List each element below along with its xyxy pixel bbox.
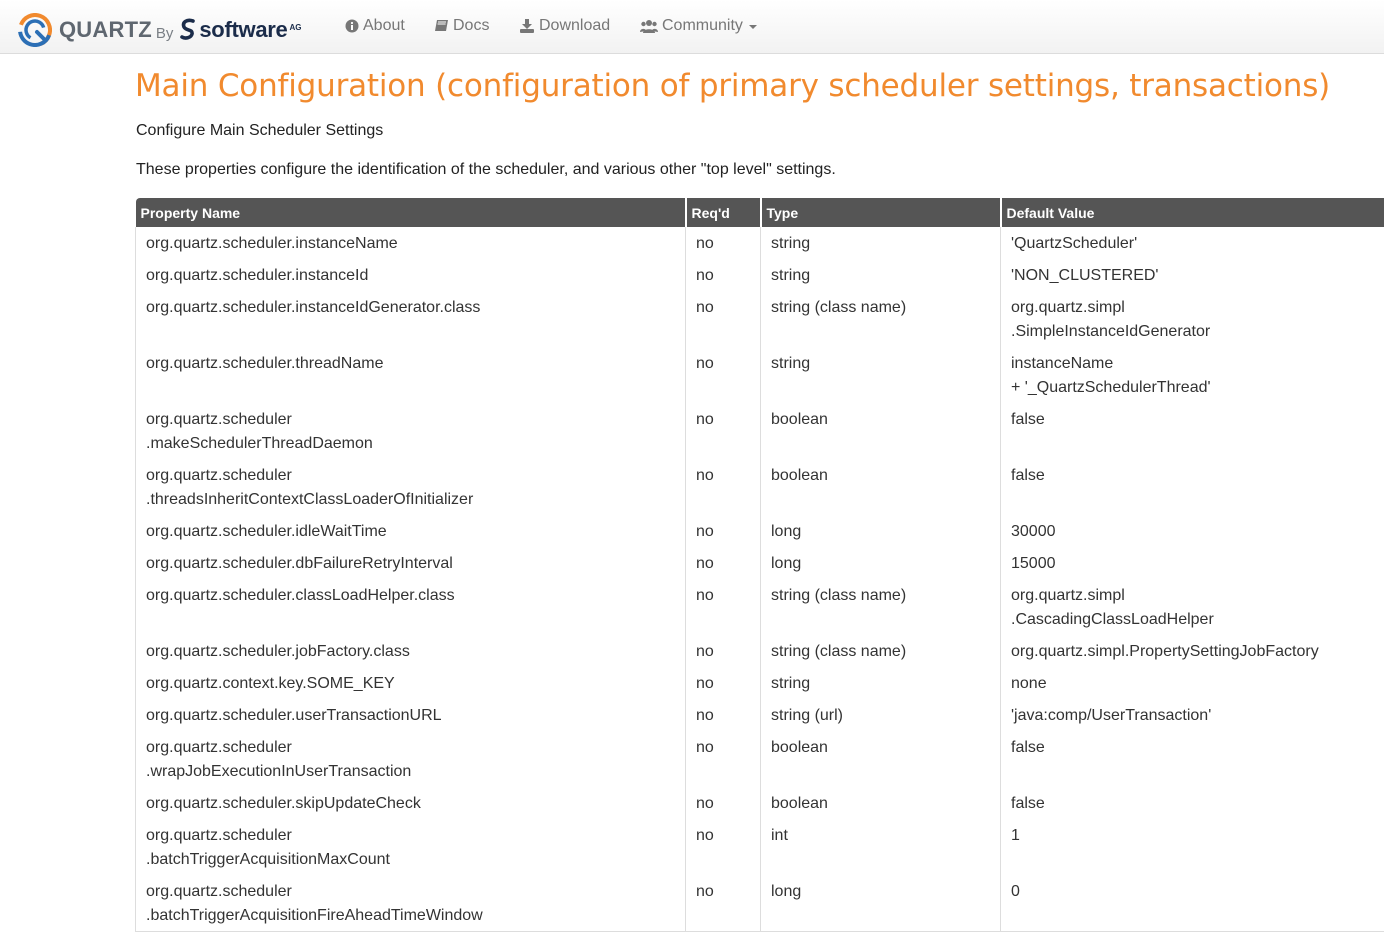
table-row [136,787,1384,819]
cell-required: no [686,579,761,635]
nav-community-label: Community [662,17,743,34]
nav-about-label: About [363,17,405,34]
cell-property-name: org.quartz.scheduler.idleWaitTime [136,515,686,547]
table-row [136,547,1384,579]
table-header-row [136,198,1384,227]
page-title: Main Configuration (configuration of primary scheduler settings, transactions) [135,68,1331,104]
table-row [136,403,1384,459]
cell-default-value: org.quartz.simpl .CascadingClassLoadHelper [1011,587,1214,628]
cell-default-value: false [1011,795,1045,812]
cell-required: no [686,291,761,347]
top-navbar [0,0,1384,54]
cell-required: no [686,819,761,875]
cell-required: no [686,347,761,403]
cell-type: string (class name) [761,291,1001,347]
nav-download-link[interactable] [519,14,610,38]
cell-default-value: instanceName + '_QuartzSchedulerThread' [1011,355,1211,396]
cell-property-name: org.quartz.scheduler.skipUpdateCheck [136,787,686,819]
cell-type: boolean [761,731,1001,787]
cell-default-value: 'NON_CLUSTERED' [1011,267,1159,284]
cell-default-value: 30000 [1011,523,1056,540]
cell-property-name: org.quartz.context.key.SOME_KEY [136,667,686,699]
header-default-value: Default Value [1001,198,1384,227]
cell-property-name: org.quartz.scheduler .batchTriggerAcquisitionFireAheadTimeWindow [136,875,686,931]
cell-default-value: org.quartz.simpl .SimpleInstanceIdGenerator [1011,299,1211,340]
cell-type: long [761,875,1001,931]
cell-required: no [686,259,761,291]
cell-property-name: org.quartz.scheduler .threadsInheritContextClassLoaderOfInitializer [136,459,686,515]
table-row [136,579,1384,635]
brand-quartz-text: QUARTZ [59,17,152,42]
quartz-logo-icon [18,13,52,47]
cell-property-name: org.quartz.scheduler .makeSchedulerThreadDaemon [136,403,686,459]
cell-default-value: 15000 [1011,555,1056,572]
nav-docs-label: Docs [453,17,490,34]
cell-type: string [761,667,1001,699]
cell-default-value: false [1011,739,1045,756]
header-type: Type [761,198,1001,227]
chevron-down-icon [749,25,757,29]
cell-required: no [686,787,761,819]
nav-about-link[interactable] [345,14,405,38]
table-row [136,875,1384,931]
cell-property-name: org.quartz.scheduler .wrapJobExecutionInUserTransaction [136,731,686,787]
table-row [136,259,1384,291]
cell-property-name: org.quartz.scheduler.classLoadHelper.class [136,579,686,635]
cell-required: no [686,515,761,547]
cell-required: no [686,227,761,259]
properties-table [135,198,1384,932]
cell-property-name: org.quartz.scheduler.userTransactionURL [136,699,686,731]
cell-default-value: 'java:comp/UserTransaction' [1011,707,1212,724]
header-property-name: Property Name [136,198,686,227]
cell-type: long [761,547,1001,579]
table-row [136,635,1384,667]
download-icon [519,19,535,33]
cell-default-value: 0 [1001,875,1384,931]
cell-type: string [761,227,1001,259]
table-row [136,699,1384,731]
table-row [136,667,1384,699]
table-row [136,459,1384,515]
table-row [136,515,1384,547]
cell-required: no [686,403,761,459]
cell-property-name: org.quartz.scheduler .batchTriggerAcquisitionMaxCount [136,819,686,875]
table-row [136,291,1384,347]
cell-default-value: 1 [1011,827,1020,844]
cell-required: no [686,459,761,515]
table-row [136,819,1384,875]
book-icon [434,19,449,33]
cell-type: int [761,819,1001,875]
users-icon [640,19,658,33]
cell-default-value: false [1011,467,1045,484]
cell-type: boolean [761,459,1001,515]
cell-property-name: org.quartz.scheduler.jobFactory.class [136,635,686,667]
cell-type: string [761,259,1001,291]
cell-type: long [761,515,1001,547]
nav-download-label: Download [539,17,611,34]
cell-default-value: none [1011,675,1047,692]
cell-default-value: false [1011,411,1045,428]
brand-software-text: software [199,17,288,42]
cell-required: no [686,699,761,731]
brand-ag-text: AG [289,22,302,32]
cell-property-name: org.quartz.scheduler.instanceName [136,227,686,259]
cell-property-name: org.quartz.scheduler.threadName [136,347,686,403]
nav-community-dropdown[interactable] [640,14,757,38]
brand-logo-link[interactable] [18,12,301,48]
cell-required: no [686,635,761,667]
cell-type: boolean [761,403,1001,459]
software-ag-s-icon [179,18,197,42]
table-row [136,227,1384,259]
header-required: Req'd [686,198,761,227]
cell-property-name: org.quartz.scheduler.instanceIdGenerator.class [136,291,686,347]
nav-docs-link[interactable] [434,14,489,38]
cell-property-name: org.quartz.scheduler.instanceId [136,259,686,291]
cell-required: no [686,547,761,579]
cell-type: string (class name) [761,579,1001,635]
cell-default-value: 'QuartzScheduler' [1011,235,1138,252]
intro-paragraph: These properties configure the identification of the scheduler, and various other "top level" settings. [136,161,836,178]
cell-required: no [686,875,761,931]
properties-table-wrapper [135,198,1384,932]
cell-required: no [686,667,761,699]
section-subheading: Configure Main Scheduler Settings [136,122,384,139]
table-row [136,731,1384,787]
cell-type: string (class name) [761,635,1001,667]
cell-type: string (url) [761,699,1001,731]
cell-property-name: org.quartz.scheduler.dbFailureRetryInterval [136,547,686,579]
cell-default-value: org.quartz.simpl.PropertySettingJobFactory [1011,643,1319,660]
cell-type: boolean [761,787,1001,819]
info-circle-icon [345,19,359,33]
cell-required: no [686,731,761,787]
table-row [136,347,1384,403]
brand-by-text: By [155,24,174,42]
cell-type: string [761,347,1001,403]
